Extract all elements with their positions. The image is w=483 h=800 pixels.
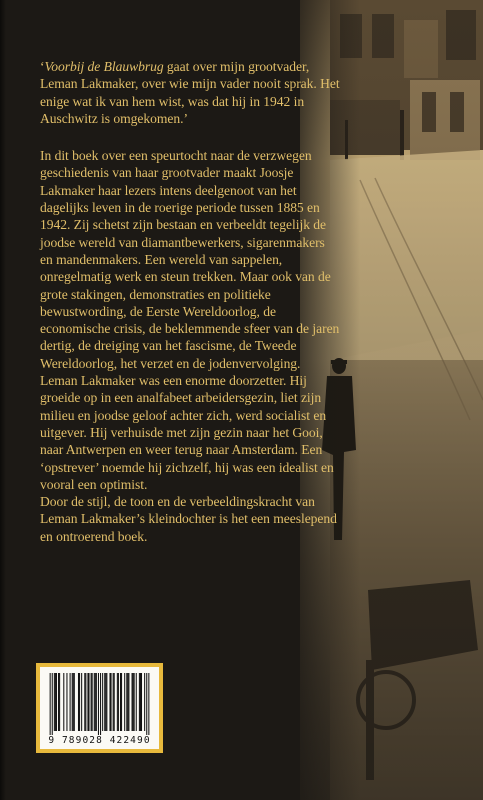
barcode-bar <box>72 673 73 731</box>
barcode-bar <box>104 673 105 731</box>
barcode-bar <box>59 673 60 731</box>
barcode-bar <box>85 673 86 731</box>
barcode-bar <box>79 673 80 731</box>
barcode-bar <box>105 673 106 731</box>
paragraph-biography: Leman Lakmaker was een enorme doorzetter. Hij groeide op in een analfabeet arbeidersgezin, liet zijn milieu en joodse geloof achter zich, werd socialist en uitgever. Hij verhuisde met zijn gezin naar het Gooi, naar Antwerpen en weer terug naar Amsterdam. Een ‘opstrever’ noemde hij zichzelf, hij was een idealist en vooral een optimist. <box>40 373 334 492</box>
barcode-bar <box>88 673 89 731</box>
barcode-bar <box>87 673 88 731</box>
barcode-bar <box>126 673 127 731</box>
barcode-bar <box>54 673 55 731</box>
barcode-bar <box>94 673 95 731</box>
barcode-bar <box>118 673 119 731</box>
barcode-bar <box>74 673 75 731</box>
barcode-digits: 9 789028 422490 <box>48 735 151 746</box>
book-title: Voorbij de Blauwbrug <box>44 59 164 74</box>
barcode-bar <box>113 673 114 731</box>
barcode <box>40 667 159 749</box>
barcode-bar <box>132 673 133 731</box>
barcode-bar <box>52 673 53 735</box>
barcode-bar <box>117 673 118 731</box>
barcode-bar <box>121 673 122 731</box>
barcode-bar <box>136 673 137 731</box>
quote-close-mark: ’ <box>183 110 188 126</box>
barcode-box <box>36 663 163 753</box>
barcode-bar <box>55 673 56 731</box>
barcode-bar <box>92 673 93 731</box>
barcode-bar <box>102 673 103 731</box>
barcode-bar <box>58 673 59 731</box>
back-cover-blurb <box>40 58 340 545</box>
barcode-bar <box>98 673 99 735</box>
barcode-bar <box>120 673 121 731</box>
barcode-bar <box>96 673 97 731</box>
barcode-bar <box>109 673 110 731</box>
barcode-bar <box>144 673 145 731</box>
barcode-bar <box>124 673 125 731</box>
barcode-bar <box>148 673 149 735</box>
barcode-bar <box>81 673 82 731</box>
quote-text: gaat over mijn grootvader, Leman Lakmaker, over wie mijn vader nooit sprak. Het enige wat ik van hem wist, was dat hij in 1942 in Auschwitz is omgekomen. <box>40 59 340 126</box>
barcode-bar <box>50 673 51 735</box>
barcode-bar <box>146 673 147 735</box>
barcode-bar <box>106 673 107 731</box>
paragraph-summary: In dit boek over een speurtocht naar de verzwegen geschiedenis van haar grootvader maakt Joosje Lakmaker haar lezers intens deelgenoot van het dagelijks leven in de roerige periode tussen 1885 en 1942. Zij schetst zijn bestaan en verbeeldt tegelijk de joodse wereld van diamantbewerkers, sigarenmakers en mandenmakers. Een wereld van sappelen, onregelmatig werk en steun trekken. Maar ook van de grote stakingen, demonstraties en politieke bewustwording, de Eerste Wereldoorlog, de economische crisis, de beklemmende sfeer van de jaren dertig, de dreiging van het fascisme, de Tweede Wereldoorlog, het verzet en de jodenvervolging. <box>40 148 340 371</box>
barcode-bar <box>140 673 141 731</box>
barcode-bar <box>134 673 135 731</box>
opening-quote <box>40 58 340 127</box>
barcode-bar <box>91 673 92 731</box>
barcode-bar <box>73 673 74 731</box>
barcode-bar <box>100 673 101 735</box>
barcode-bar <box>127 673 128 731</box>
barcode-bar <box>139 673 140 731</box>
barcode-bar <box>78 673 79 731</box>
barcode-bar <box>56 673 57 731</box>
barcode-bars <box>40 667 159 737</box>
paragraph-closing: Door de stijl, de toon en de verbeeldingskracht van Leman Lakmaker’s kleindochter is het een meeslepend en ontroerend boek. <box>40 494 337 544</box>
barcode-bar <box>111 673 112 731</box>
barcode-bar <box>114 673 115 731</box>
barcode-bar <box>141 673 142 731</box>
quote-open-mark: ‘ <box>40 59 45 74</box>
barcode-bar <box>84 673 85 731</box>
barcode-bar <box>133 673 134 731</box>
barcode-bar <box>66 673 67 731</box>
barcode-bar <box>63 673 64 731</box>
barcode-bar <box>95 673 96 731</box>
barcode-bar <box>128 673 129 731</box>
barcode-bar <box>70 673 71 731</box>
